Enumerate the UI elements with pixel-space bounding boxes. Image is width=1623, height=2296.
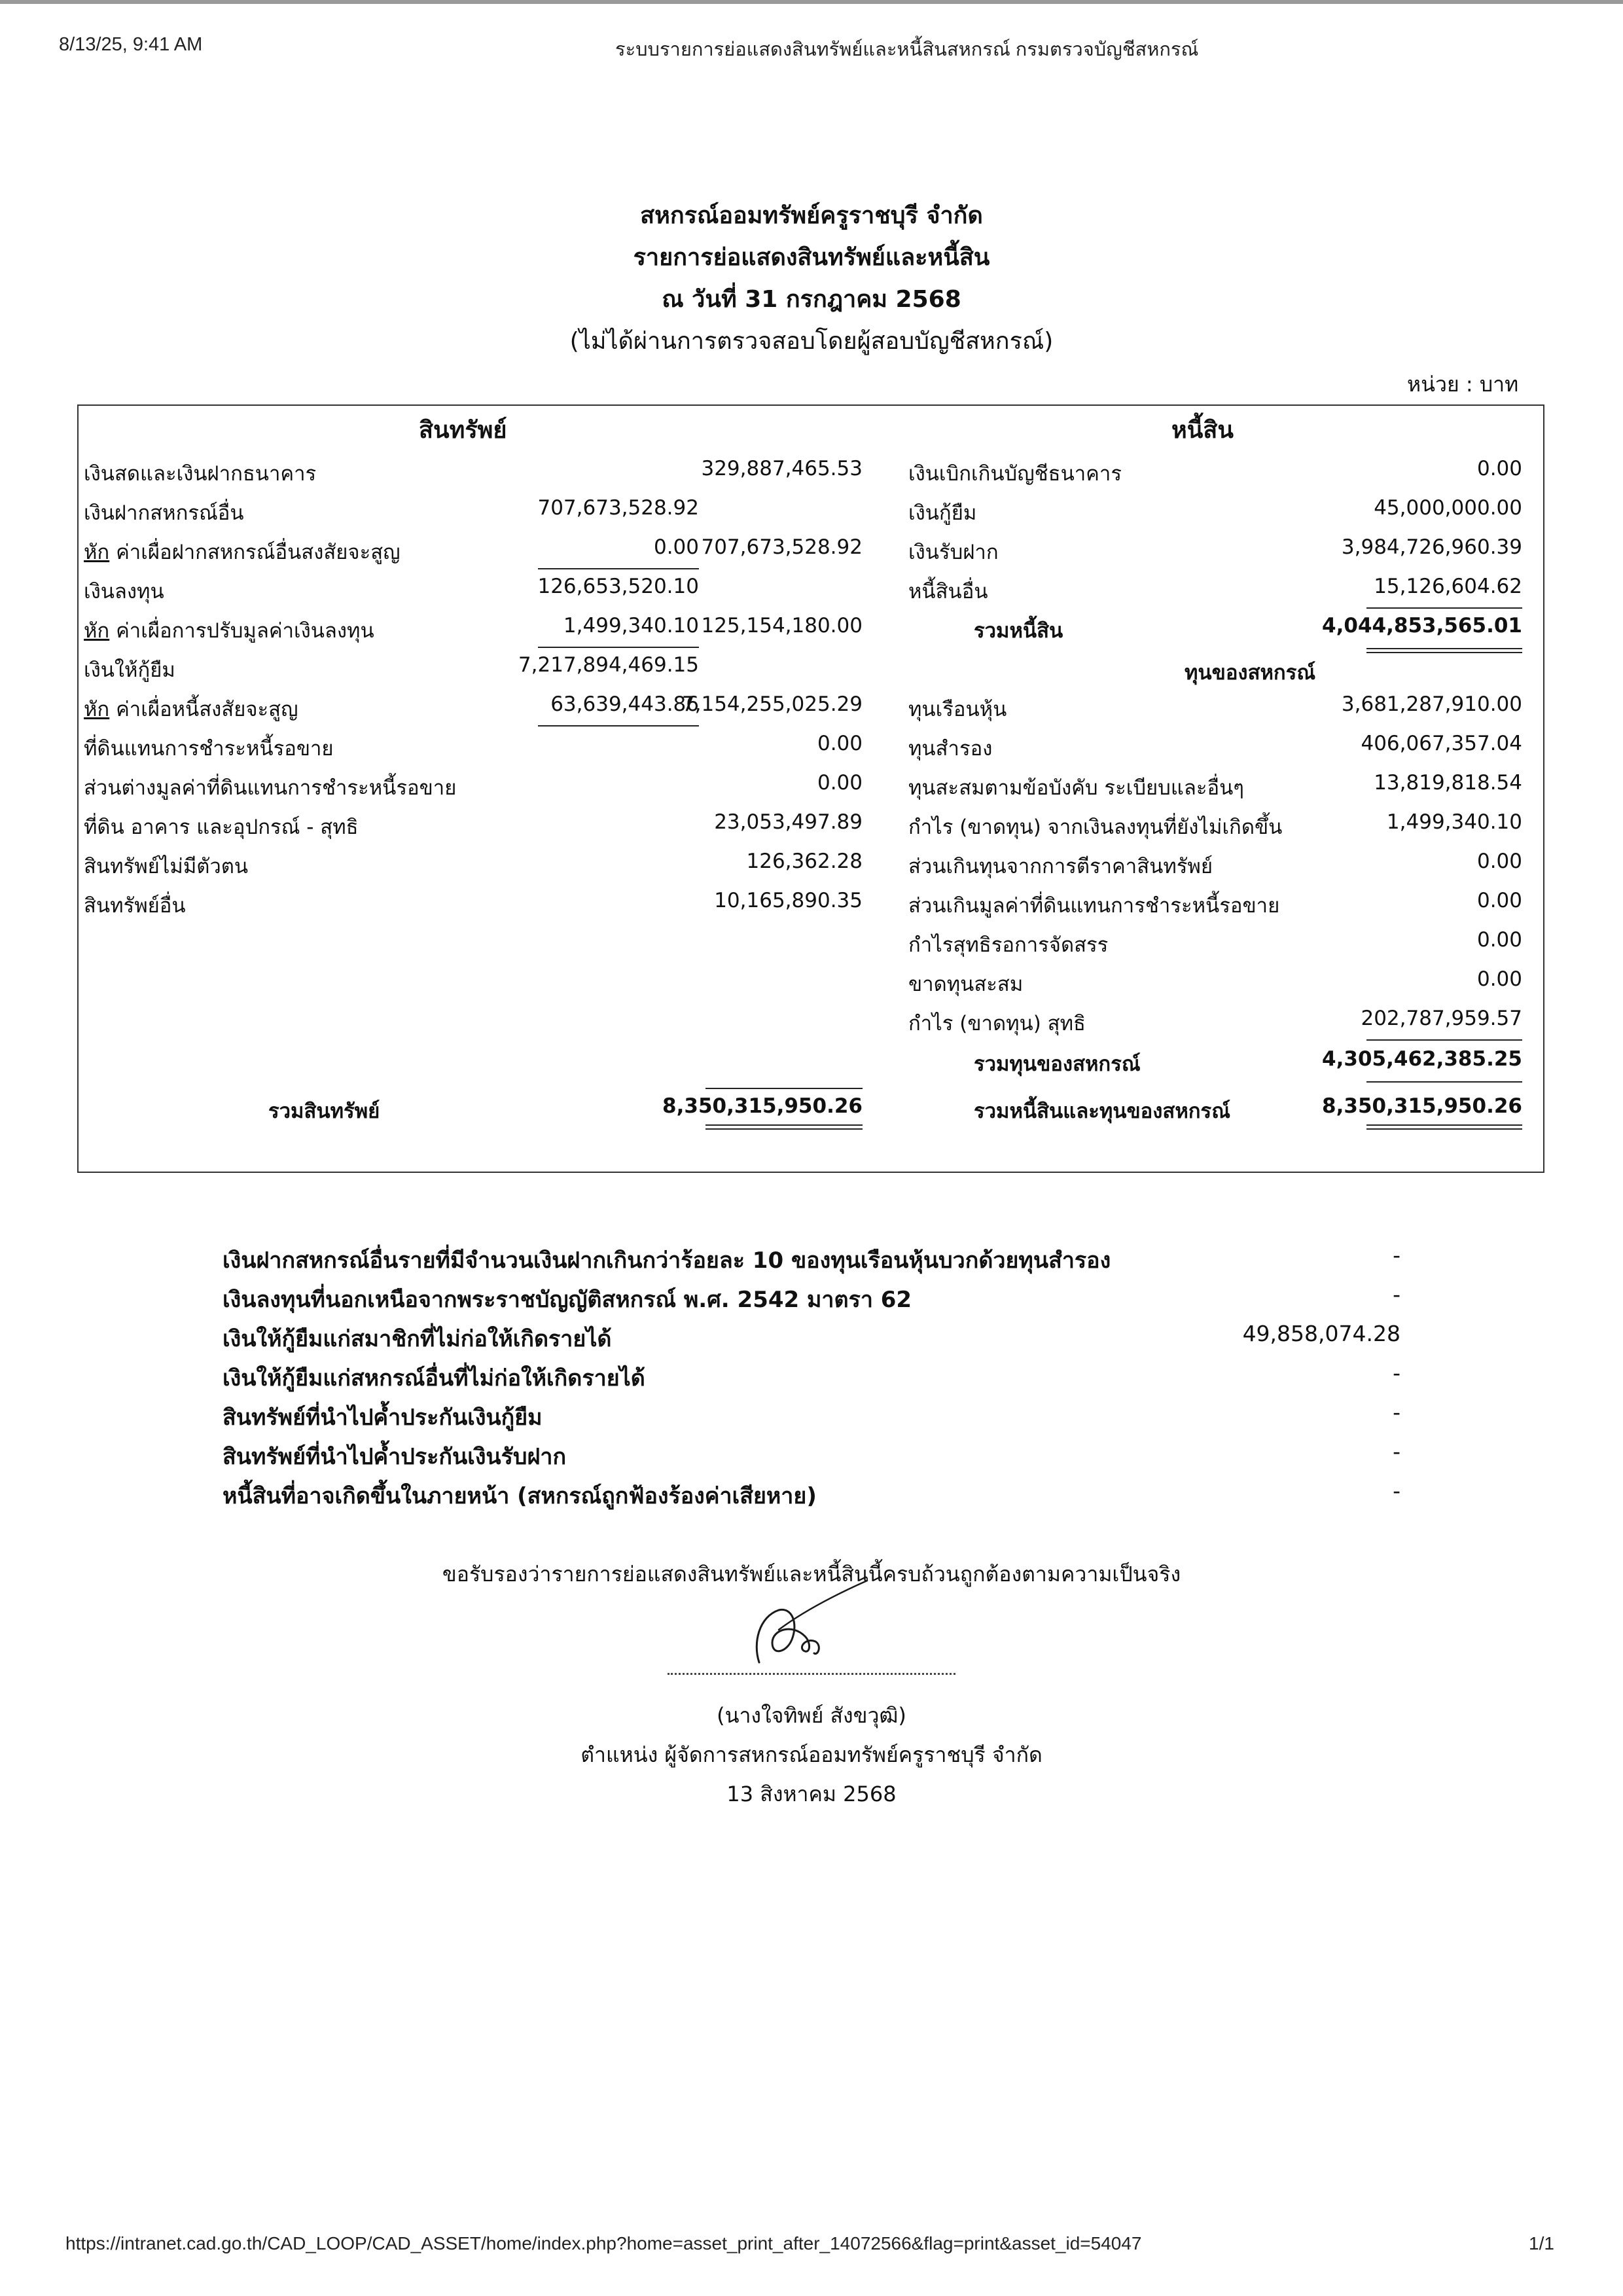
eq-accum-loss-label: ขาดทุนสะสม xyxy=(908,973,1024,996)
attestation-date: 13 สิงหาคม 2568 xyxy=(726,1782,897,1806)
eq-accum-funds-label: ทุนสะสมตามข้อบังคับ ระเบียบและอื่นๆ xyxy=(908,776,1244,800)
asset-cash-label: เงินสดและเงินฝากธนาคาร xyxy=(84,462,317,486)
extra-item-label: เงินฝากสหกรณ์อื่นรายที่มีจำนวนเงินฝากเกินกว่าร้อยละ 10 ของทุนเรือนหุ้นบวกด้วยทุนสำรอง xyxy=(223,1247,1111,1274)
total-double-rule xyxy=(1366,648,1522,649)
liab-total-label: รวมหนี้สิน xyxy=(974,619,1063,643)
extra-item-label: เงินให้กู้ยืมแก่สหกรณ์อื่นที่ไม่ก่อให้เกิดรายได้ xyxy=(223,1365,645,1391)
liabilities-header: หนี้สิน xyxy=(1171,417,1234,444)
extra-item-label: สินทรัพย์ที่นำไปค้ำประกันเงินกู้ยืม xyxy=(223,1405,543,1431)
extra-item-label: สินทรัพย์ที่นำไปค้ำประกันเงินรับฝาก xyxy=(223,1444,567,1470)
subtotal-rule xyxy=(538,568,699,569)
grand-total-label: รวมหนี้สินและทุนของสหกรณ์ xyxy=(974,1100,1230,1123)
eq-accum-loss-value: 0.00 xyxy=(1476,967,1522,991)
extra-item-value: 49,858,074.28 xyxy=(1242,1321,1400,1346)
extra-item-label: เงินให้กู้ยืมแก่สมาชิกที่ไม่ก่อให้เกิดรายได้ xyxy=(223,1326,612,1352)
asset-loans-allowance-net: 7,154,255,025.29 xyxy=(681,692,863,716)
liab-other-value: 15,126,604.62 xyxy=(1374,575,1522,598)
eq-foreclosed-surplus-value: 0.00 xyxy=(1476,889,1522,912)
eq-accum-funds-value: 13,819,818.54 xyxy=(1374,771,1522,795)
eq-unappropriated-label: กำไรสุทธิรอการจัดสรร xyxy=(908,933,1109,957)
asset-investment-label: เงินลงทุน xyxy=(84,580,164,603)
eq-net-profit-label: กำไร (ขาดทุน) สุทธิ xyxy=(908,1012,1086,1035)
eq-reserve-label: ทุนสำรอง xyxy=(908,737,993,761)
signature-line xyxy=(668,1673,955,1675)
liab-total-value: 4,044,853,565.01 xyxy=(1322,614,1522,637)
print-page-title: ระบบรายการย่อแสดงสินทรัพย์และหนี้สินสหกรณ์ กรมตรวจบัญชีสหกรณ์ xyxy=(615,39,1199,60)
extra-item-value: - xyxy=(1393,1360,1400,1386)
asset-deposit-other-label: เงินฝากสหกรณ์อื่น xyxy=(84,501,244,525)
grand-total-value: 8,350,315,950.26 xyxy=(1322,1094,1522,1118)
asset-other-net: 10,165,890.35 xyxy=(714,889,863,912)
equity-header: ทุนของสหกรณ์ xyxy=(1185,661,1316,685)
total-double-rule xyxy=(1366,1128,1522,1130)
asset-investment-allowance-label: ค่าเผื่อการปรับมูลค่าเงินลงทุน xyxy=(109,619,374,643)
signer-name: (นางใจทิพย์ สังขวุฒิ) xyxy=(717,1703,906,1728)
attestation-statement: ขอรับรองว่ารายการย่อแสดงสินทรัพย์และหนี้สินนี้ครบถ้วนถูกต้องตามความเป็นจริง xyxy=(442,1562,1181,1587)
asset-deposit-allowance-net: 707,673,528.92 xyxy=(701,535,863,559)
asset-deposit-other-gross: 707,673,528.92 xyxy=(537,496,699,520)
org-name: สหกรณ์ออมทรัพย์ครูราชบุรี จำกัด xyxy=(640,202,983,229)
asset-foreclosed-land-label: ที่ดินแทนการชำระหนี้รอขาย xyxy=(84,737,334,761)
total-double-rule xyxy=(705,1128,863,1130)
print-page-number: 1/1 xyxy=(1529,2233,1554,2253)
liab-borrowings-label: เงินกู้ยืม xyxy=(908,501,977,525)
asset-deposit-allowance-gross: 0.00 xyxy=(653,535,699,559)
extra-item-label: เงินลงทุนที่นอกเหนือจากพระราชบัญญัติสหกรณ์ พ.ศ. 2542 มาตรา 62 xyxy=(223,1287,912,1313)
asset-ppe-net: 23,053,497.89 xyxy=(714,810,863,834)
eq-foreclosed-surplus-label: ส่วนเกินมูลค่าที่ดินแทนการชำระหนี้รอขาย xyxy=(908,894,1280,918)
eq-net-profit-value: 202,787,959.57 xyxy=(1361,1007,1522,1030)
subtotal-rule xyxy=(1366,1039,1522,1041)
report-date: ณ วันที่ 31 กรกฎาคม 2568 xyxy=(662,286,961,313)
asset-intangible-label: สินทรัพย์ไม่มีตัวตน xyxy=(84,855,249,878)
eq-revaluation-value: 0.00 xyxy=(1476,850,1522,873)
asset-foreclosed-diff-net: 0.00 xyxy=(817,771,863,795)
extra-item-value: - xyxy=(1393,1282,1400,1307)
assets-header: สินทรัพย์ xyxy=(419,417,507,444)
scan-top-edge xyxy=(0,0,1623,4)
subtotal-rule xyxy=(538,725,699,726)
subtotal-rule xyxy=(1366,1081,1522,1083)
asset-foreclosed-land-net: 0.00 xyxy=(817,732,863,755)
total-double-rule xyxy=(1366,1124,1522,1126)
eq-share-capital-value: 3,681,287,910.00 xyxy=(1341,692,1522,716)
extra-item-value: - xyxy=(1393,1478,1400,1503)
total-double-rule xyxy=(705,1124,863,1126)
eq-revaluation-label: ส่วนเกินทุนจากการตีราคาสินทรัพย์ xyxy=(908,855,1213,878)
asset-loans-label: เงินให้กู้ยืม xyxy=(84,658,175,682)
asset-cash-net: 329,887,465.53 xyxy=(701,457,863,480)
asset-ppe-label: ที่ดิน อาคาร และอุปกรณ์ - สุทธิ xyxy=(84,816,359,839)
liab-other-label: หนี้สินอื่น xyxy=(908,580,988,603)
less-prefix: หัก xyxy=(84,541,110,564)
unit-label: หน่วย : บาท xyxy=(1407,372,1519,397)
extra-item-value: - xyxy=(1393,1242,1400,1268)
asset-foreclosed-diff-label: ส่วนต่างมูลค่าที่ดินแทนการชำระหนี้รอขาย xyxy=(84,776,457,800)
asset-investment-allowance-net: 125,154,180.00 xyxy=(701,614,863,637)
total-double-rule xyxy=(1366,652,1522,653)
asset-loans-allowance-label: ค่าเผื่อหนี้สงสัยจะสูญ xyxy=(109,698,298,721)
less-prefix: หัก xyxy=(84,698,110,721)
report-title: รายการย่อแสดงสินทรัพย์และหนี้สิน xyxy=(633,244,990,271)
liab-borrowings-value: 45,000,000.00 xyxy=(1374,496,1522,520)
eq-unrealized-value: 1,499,340.10 xyxy=(1386,810,1522,834)
asset-total-label: รวมสินทรัพย์ xyxy=(268,1100,380,1123)
liab-deposits-label: เงินรับฝาก xyxy=(908,541,999,564)
asset-deposit-allowance-label: ค่าเผื่อฝากสหกรณ์อื่นสงสัยจะสูญ xyxy=(109,541,401,564)
extra-item-value: - xyxy=(1393,1439,1400,1464)
asset-intangible-net: 126,362.28 xyxy=(746,850,863,873)
total-top-rule xyxy=(705,1088,863,1089)
liab-bank-overdraft-value: 0.00 xyxy=(1476,457,1522,480)
asset-investment-gross: 126,653,520.10 xyxy=(537,575,699,598)
eq-share-capital-label: ทุนเรือนหุ้น xyxy=(908,698,1007,721)
audit-note: (ไม่ได้ผ่านการตรวจสอบโดยผู้สอบบัญชีสหกรณ์) xyxy=(569,328,1054,355)
asset-total-value: 8,350,315,950.26 xyxy=(662,1094,863,1118)
signature xyxy=(733,1577,877,1676)
asset-other-label: สินทรัพย์อื่น xyxy=(84,894,186,918)
asset-deposit-allowance-row xyxy=(84,535,401,568)
eq-reserve-value: 406,067,357.04 xyxy=(1361,732,1522,755)
eq-total-label: รวมทุนของสหกรณ์ xyxy=(974,1052,1141,1076)
asset-investment-allowance-gross: 1,499,340.10 xyxy=(563,614,699,637)
subtotal-rule xyxy=(538,647,699,648)
eq-total-value: 4,305,462,385.25 xyxy=(1322,1047,1522,1071)
asset-investment-allowance-row xyxy=(84,614,374,647)
eq-unrealized-label: กำไร (ขาดทุน) จากเงินลงทุนที่ยังไม่เกิดขึ้น xyxy=(908,816,1283,839)
eq-unappropriated-value: 0.00 xyxy=(1476,928,1522,952)
extra-item-label: หนี้สินที่อาจเกิดขึ้นในภายหน้า (สหกรณ์ถูกฟ้องร้องค่าเสียหาย) xyxy=(223,1483,817,1509)
less-prefix: หัก xyxy=(84,619,110,643)
print-datetime: 8/13/25, 9:41 AM xyxy=(59,34,203,55)
asset-loans-allowance-gross: 63,639,443.86 xyxy=(550,692,699,716)
print-url: https://intranet.cad.go.th/CAD_LOOP/CAD_ASSET/home/index.php?home=asset_print_after_14072566&flag=print&asset_id=54047 xyxy=(65,2233,1142,2253)
asset-loans-allowance-row xyxy=(84,692,298,725)
liab-bank-overdraft-label: เงินเบิกเกินบัญชีธนาคาร xyxy=(908,462,1122,486)
extra-item-value: - xyxy=(1393,1399,1400,1425)
liab-deposits-value: 3,984,726,960.39 xyxy=(1341,535,1522,559)
asset-loans-gross: 7,217,894,469.15 xyxy=(518,653,699,677)
subtotal-rule xyxy=(1366,607,1522,609)
signer-position: ตำแหน่ง ผู้จัดการสหกรณ์ออมทรัพย์ครูราชบุรี จำกัด xyxy=(580,1742,1043,1767)
